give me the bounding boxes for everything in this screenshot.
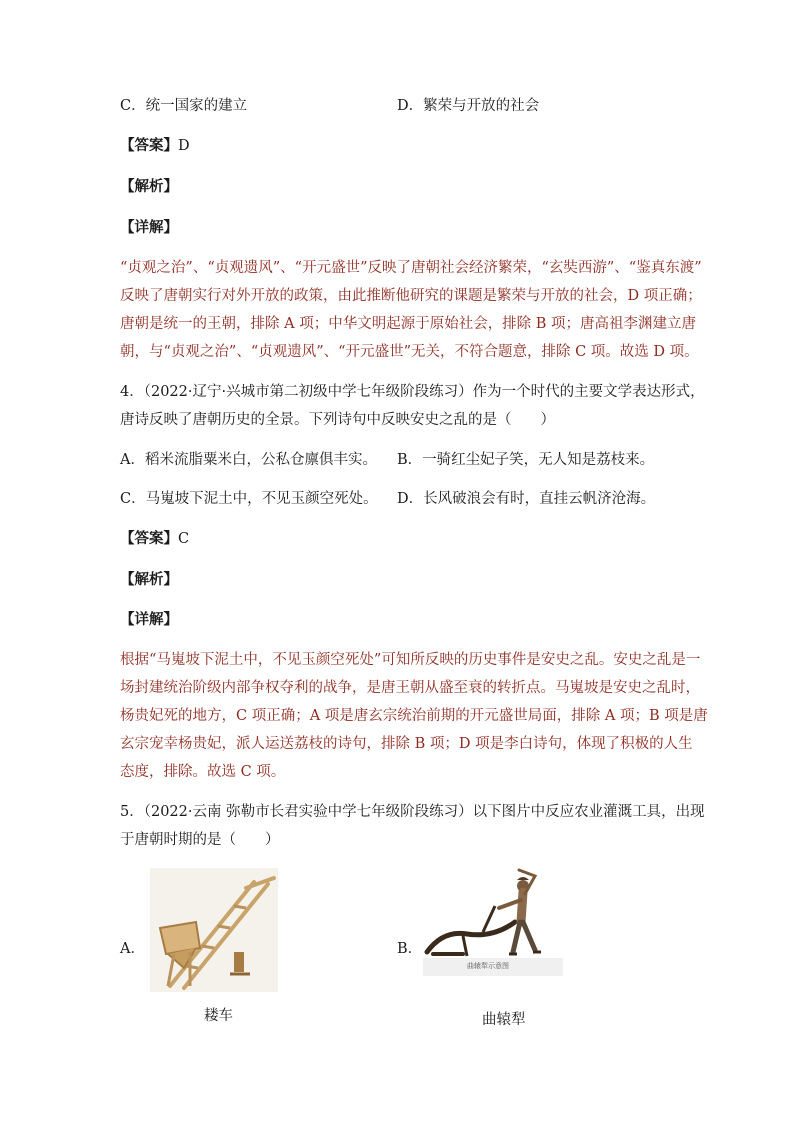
q4-option-a: A．稻米流脂粟米白，公私仓廪俱丰实。: [120, 452, 377, 468]
q3-detail-line: 朝，与“贞观之治”、“贞观遗风”、“开元盛世”无关，不符合题意，排除 C 项。故选 D 项。: [120, 344, 699, 360]
q4-option-b: B．一骑红尘妃子笑，无人知是荔枝来。: [397, 452, 655, 468]
seed-drill-illustration: [150, 868, 278, 992]
q4-analysis-label: 【解析】: [120, 571, 178, 588]
q3-analysis-label: 【解析】: [120, 178, 178, 195]
q4-detail-line: 根据“马嵬坡下泥土中，不见玉颜空死处”可知所反映的历史事件是安史之乱。安史之乱是一: [120, 652, 701, 668]
answer-label: 【答案】: [120, 530, 178, 547]
q3-option-d: D．繁荣与开放的社会: [397, 98, 540, 114]
q5-stem-line: 于唐朝时期的是（ ）: [120, 832, 280, 848]
q5-option-a-caption: 耧车: [204, 1008, 233, 1024]
q4-detail-line: 态度，排除。故选 C 项。: [120, 764, 286, 780]
q4-answer: [120, 529, 189, 549]
q3-detail-label: 【详解】: [120, 219, 178, 236]
q3-option-c: C．统一国家的建立: [120, 98, 248, 114]
q4-option-d: D．长风破浪会有时，直挂云帆济沧海。: [397, 491, 656, 507]
q4-stem-line: 唐诗反映了唐朝历史的全景。下列诗句中反映安史之乱的是（ ）: [120, 412, 555, 428]
answer-label: 【答案】: [120, 137, 178, 154]
q5-option-b-label: B．: [397, 941, 423, 957]
q4-detail-line: 场封建统治阶级内部争权夺利的战争，是唐王朝从盛至衰的转折点。马嵬坡是安史之乱时，: [120, 680, 700, 696]
q4-option-c: C．马嵬坡下泥土中，不见玉颜空死处。: [120, 491, 378, 507]
lou-che-image: [150, 868, 278, 992]
answer-value: D: [178, 138, 190, 154]
q4-detail-line: 玄宗宠幸杨贵妃，派人运送荔枝的诗句，排除 B 项；D 项是李白诗句，体现了积极的人生: [120, 736, 693, 752]
qu-yuan-li-image: [423, 864, 563, 976]
q4-stem-line: 4．（2022·辽宁·兴城市第二初级中学七年级阶段练习）作为一个时代的主要文学表达形式，: [120, 384, 705, 400]
q4-detail-label: 【详解】: [120, 611, 178, 628]
q3-detail-line: 唐朝是统一的王朝，排除 A 项；中华文明起源于原始社会，排除 B 项；唐高祖李渊建立唐: [120, 316, 697, 332]
q3-detail-line: “贞观之治”、“贞观遗风”、“开元盛世”反映了唐朝社会经济繁荣，“玄奘西游”、“鉴真东渡”: [120, 260, 702, 276]
q5-option-a-label: A．: [120, 941, 145, 957]
q3-answer: [120, 136, 190, 156]
q5-option-b-caption: 曲辕犁: [482, 1012, 526, 1028]
q4-detail-line: 杨贵妃死的地方，C 项正确；A 项是唐玄宗统治前期的开元盛世局面，排除 A 项；B 项是唐: [120, 708, 708, 724]
q5-stem-line: 5．（2022·云南 弥勒市长君实验中学七年级阶段练习）以下图片中反应农业灌溉工具，出现: [120, 804, 705, 820]
q3-detail-line: 反映了唐朝实行对外开放的政策，由此推断他研究的课题是繁荣与开放的社会，D 项正确；: [120, 288, 702, 304]
curved-plough-illustration: [423, 864, 563, 976]
plough-image-caption: 曲辕犁示意图: [467, 962, 509, 970]
answer-value: C: [178, 531, 190, 547]
